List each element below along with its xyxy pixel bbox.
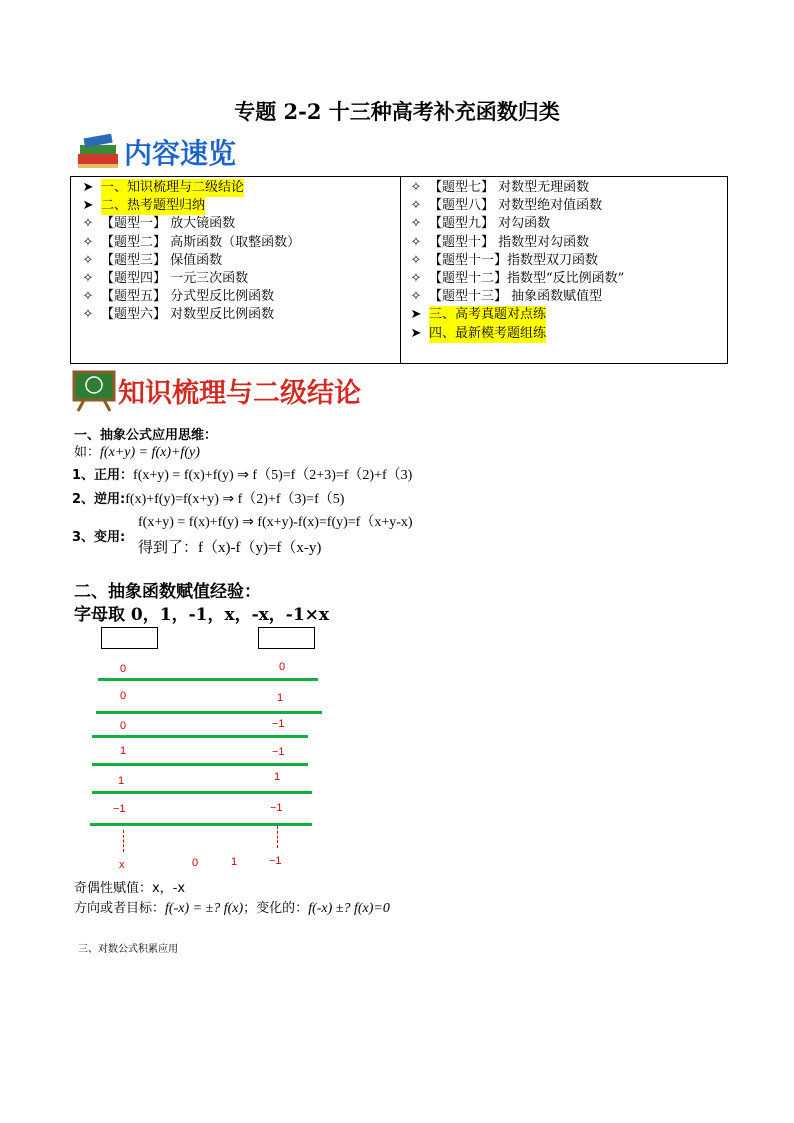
green-underline bbox=[92, 735, 308, 738]
reverse-label: 2、逆用: bbox=[72, 492, 126, 507]
knowledge-heading-text: 知识梳理与二级结论 bbox=[118, 377, 361, 409]
example-prefix: 如： bbox=[74, 445, 101, 460]
pair-right-value: 1 bbox=[274, 771, 281, 783]
section3-heading: 三、对数公式积累应用 bbox=[78, 944, 178, 955]
contents-heading-text: 内容速览 bbox=[124, 137, 237, 170]
toc-item[interactable]: ➤ 四、最新模考题组练 bbox=[403, 325, 624, 343]
pair-right-value: −1 bbox=[272, 718, 285, 730]
reverse-formula: f(x)+f(y)=f(x+y) ⇒ f（2)+f（3)=f（5) bbox=[125, 492, 345, 507]
pair-left-value: 1 bbox=[120, 745, 127, 757]
changed-label: ；变化的： bbox=[243, 901, 309, 916]
green-underline bbox=[90, 823, 312, 826]
toc-item[interactable]: ➤ 一、知识梳理与二级结论 bbox=[75, 179, 300, 197]
contents-heading bbox=[74, 132, 236, 172]
variant-result: 得到了：f（x)-f（y)=f（x-y) bbox=[138, 540, 322, 556]
forward-line bbox=[72, 464, 412, 484]
blackboard-icon bbox=[72, 368, 116, 412]
toc-right-column bbox=[403, 179, 624, 343]
toc-item[interactable]: ✧ 【题型五】 分式型反比例函数 bbox=[82, 289, 275, 305]
right-blank-box bbox=[258, 627, 315, 649]
toc-divider bbox=[400, 177, 401, 363]
toc-item[interactable]: ✧ 【题型六】 对数型反比例函数 bbox=[82, 307, 275, 323]
pair-left-value: −1 bbox=[113, 803, 126, 815]
toc-item[interactable]: ✧ 【题型七】 对数型无理函数 bbox=[410, 180, 590, 195]
direction-formula: f(-x) = ±? f(x) bbox=[165, 901, 244, 916]
toc-item[interactable]: ✧ 【题型十】 指数型对勾函数 bbox=[410, 234, 590, 250]
pair-left-value: 0 bbox=[120, 663, 127, 675]
toc-item[interactable]: ✧ 【题型二】 高斯函数（取整函数） bbox=[82, 234, 301, 250]
green-underline bbox=[92, 763, 308, 766]
pair-right-value: −1 bbox=[272, 746, 285, 758]
pair-right-value: 0 bbox=[279, 661, 286, 673]
pair-right-value: −1 bbox=[270, 802, 283, 814]
toc-item[interactable]: ✧ 【题型九】 对勾函数 bbox=[410, 216, 551, 232]
example-formula: f(x+y) = f(x)+f(y) bbox=[100, 445, 200, 460]
page-title: 专题 2-2 十三种高考补充函数归类 bbox=[234, 99, 560, 124]
toc-item[interactable]: ✧ 【题型十二】指数型“反比例函数” bbox=[410, 271, 625, 287]
changed-formula: f(-x) ±? f(x)=0 bbox=[308, 901, 390, 916]
bottom-label: −1 bbox=[269, 855, 282, 867]
forward-label: 1、正用： bbox=[72, 468, 134, 483]
toc-item[interactable]: ✧ 【题型十三】 抽象函数赋值型 bbox=[410, 289, 603, 305]
toc-left-column bbox=[75, 179, 300, 325]
toc-item[interactable]: ✧ 【题型三】 保值函数 bbox=[82, 252, 223, 268]
pair-left-value: 1 bbox=[118, 775, 125, 787]
pair-left-value: 0 bbox=[120, 720, 127, 732]
toc-item[interactable]: ✧ 【题型八】 对数型绝对值函数 bbox=[410, 198, 603, 214]
toc-item[interactable]: ✧ 【题型一】 放大镜函数 bbox=[82, 216, 236, 232]
toc-item[interactable]: ✧ 【题型四】 一元三次函数 bbox=[82, 271, 249, 287]
dashed-mark-left bbox=[123, 830, 124, 852]
green-underline bbox=[92, 791, 312, 794]
toc-item[interactable]: ✧ 【题型十一】指数型双刀函数 bbox=[410, 252, 599, 268]
reverse-line bbox=[72, 488, 344, 508]
bottom-label: x bbox=[119, 859, 125, 871]
left-blank-box bbox=[101, 627, 158, 649]
forward-formula: f(x+y) = f(x)+f(y) ⇒ f（5)=f（2+3)=f（2)+f（3) bbox=[133, 468, 413, 483]
section2-heading: 二、抽象函数赋值经验： bbox=[74, 582, 261, 602]
example-line bbox=[74, 441, 200, 461]
section1-heading: 一、抽象公式应用思维： bbox=[74, 428, 218, 443]
green-underline bbox=[96, 711, 322, 714]
pair-right-value: 1 bbox=[277, 692, 284, 704]
knowledge-heading bbox=[72, 368, 361, 412]
variant-label: 3、变用: bbox=[72, 530, 126, 545]
parity-text: 奇偶性赋值：x，-x bbox=[74, 881, 186, 896]
direction-line bbox=[74, 897, 390, 917]
bottom-label: 0 bbox=[192, 857, 199, 869]
toc-item[interactable]: ➤ 三、高考真题对点练 bbox=[403, 306, 624, 324]
green-underline bbox=[98, 678, 318, 681]
pair-left-value: 0 bbox=[120, 690, 127, 702]
books-icon bbox=[74, 134, 120, 170]
variant-formula: f(x+y) = f(x)+f(y) ⇒ f(x+y)-f(x)=f(y)=f（x+y-x) bbox=[138, 515, 413, 530]
toc-item[interactable]: ➤ 二、热考题型归纳 bbox=[75, 197, 300, 215]
direction-label: 方向或者目标： bbox=[74, 901, 166, 916]
bottom-label: 1 bbox=[231, 856, 238, 868]
letters-line: 字母取 0，1，-1，x，-x，-1×x bbox=[74, 605, 330, 625]
toc-table bbox=[70, 176, 728, 364]
dashed-mark-right bbox=[277, 826, 278, 848]
